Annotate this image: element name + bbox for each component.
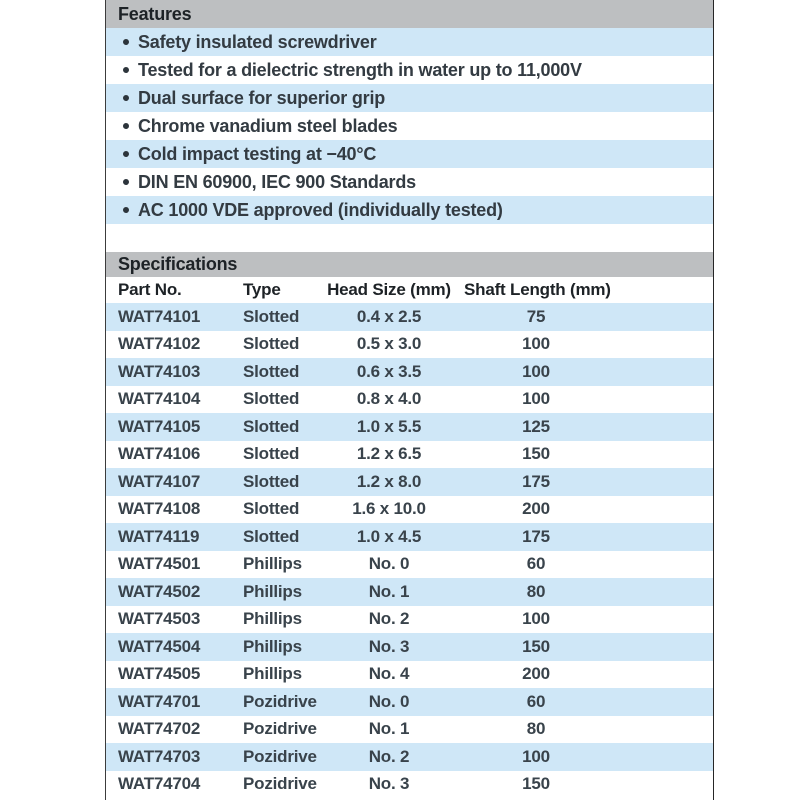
- table-row: [106, 496, 713, 524]
- features-section-header: Features: [106, 0, 713, 28]
- column-header-head-size: Head Size (mm): [327, 280, 451, 299]
- cell-shaft-length: 175: [522, 526, 550, 546]
- feature-text: Dual surface for superior grip: [138, 88, 386, 108]
- cell-type: Slotted: [243, 526, 300, 546]
- cell-part-no: WAT74502: [118, 581, 201, 601]
- table-row: [106, 661, 713, 689]
- cell-type: Pozidrive: [243, 691, 317, 711]
- table-row: [106, 578, 713, 606]
- cell-part-no: WAT74107: [118, 471, 201, 491]
- table-row: [106, 688, 713, 716]
- table-row: [106, 743, 713, 771]
- cell-type: Phillips: [243, 554, 302, 574]
- feature-item: [106, 196, 713, 224]
- bullet-icon: [123, 67, 129, 73]
- cell-shaft-length: 200: [522, 664, 550, 684]
- cell-type: Phillips: [243, 636, 302, 656]
- table-row: [106, 386, 713, 414]
- cell-type: Slotted: [243, 361, 300, 381]
- cell-type: Slotted: [243, 306, 300, 326]
- cell-type: Slotted: [243, 416, 300, 436]
- cell-part-no: WAT74704: [118, 774, 201, 794]
- cell-shaft-length: 150: [522, 774, 550, 794]
- cell-type: Phillips: [243, 664, 302, 684]
- cell-head-size: No. 1: [368, 719, 410, 739]
- table-row: [106, 523, 713, 551]
- cell-part-no: WAT74702: [118, 719, 201, 739]
- cell-shaft-length: 175: [522, 471, 550, 491]
- cell-shaft-length: 60: [526, 691, 546, 711]
- cell-type: Pozidrive: [243, 746, 317, 766]
- cell-shaft-length: 100: [522, 361, 550, 381]
- table-row: [106, 606, 713, 634]
- bullet-icon: [123, 207, 129, 213]
- feature-text: DIN EN 60900, IEC 900 Standards: [138, 172, 416, 192]
- bullet-icon: [123, 151, 129, 157]
- cell-type: Slotted: [243, 389, 300, 409]
- cell-head-size: No. 2: [368, 609, 410, 629]
- cell-part-no: WAT74503: [118, 609, 201, 629]
- cell-part-no: WAT74106: [118, 444, 201, 464]
- cell-head-size: 0.5 x 3.0: [356, 334, 422, 354]
- table-row: [106, 358, 713, 386]
- cell-shaft-length: 100: [522, 609, 550, 629]
- feature-item: [106, 140, 713, 168]
- column-header-type: Type: [243, 280, 281, 299]
- cell-shaft-length: 150: [522, 636, 550, 656]
- feature-text: Chrome vanadium steel blades: [138, 116, 398, 136]
- feature-text: Tested for a dielectric strength in water up to 11,000V: [138, 60, 582, 80]
- table-row: [106, 633, 713, 661]
- cell-part-no: WAT74101: [118, 306, 201, 326]
- cell-shaft-length: 60: [526, 554, 546, 574]
- cell-type: Pozidrive: [243, 719, 317, 739]
- cell-shaft-length: 100: [522, 334, 550, 354]
- feature-item: [106, 112, 713, 140]
- feature-text: AC 1000 VDE approved (individually tested): [138, 200, 503, 220]
- specifications-table: [106, 303, 713, 798]
- cell-type: Slotted: [243, 444, 300, 464]
- cell-shaft-length: 75: [526, 306, 546, 326]
- cell-shaft-length: 200: [522, 499, 550, 519]
- cell-type: Phillips: [243, 609, 302, 629]
- cell-head-size: No. 4: [368, 664, 410, 684]
- cell-type: Slotted: [243, 499, 300, 519]
- cell-part-no: WAT74104: [118, 389, 201, 409]
- feature-text: Safety insulated screwdriver: [138, 32, 377, 52]
- column-header-shaft-length: Shaft Length (mm): [464, 280, 611, 299]
- cell-head-size: No. 3: [368, 636, 410, 656]
- cell-type: Pozidrive: [243, 774, 317, 794]
- cell-head-size: No. 2: [368, 746, 410, 766]
- cell-shaft-length: 150: [522, 444, 550, 464]
- cell-shaft-length: 125: [522, 416, 550, 436]
- bullet-icon: [123, 123, 129, 129]
- table-row: [106, 716, 713, 744]
- cell-type: Slotted: [243, 334, 300, 354]
- feature-item: [106, 84, 713, 112]
- cell-shaft-length: 100: [522, 389, 550, 409]
- table-row: [106, 303, 713, 331]
- cell-head-size: 1.2 x 8.0: [356, 471, 422, 491]
- table-row: [106, 468, 713, 496]
- feature-item: [106, 28, 713, 56]
- table-row: [106, 413, 713, 441]
- cell-head-size: 1.6 x 10.0: [352, 499, 426, 519]
- cell-head-size: 0.8 x 4.0: [356, 389, 422, 409]
- cell-part-no: WAT74703: [118, 746, 201, 766]
- catalog-sheet: [105, 0, 714, 800]
- feature-item: [106, 168, 713, 196]
- feature-text: Cold impact testing at −40°C: [138, 144, 377, 164]
- cell-part-no: WAT74505: [118, 664, 201, 684]
- cell-head-size: No. 1: [368, 581, 410, 601]
- bullet-icon: [123, 179, 129, 185]
- cell-head-size: No. 3: [368, 774, 410, 794]
- cell-shaft-length: 80: [526, 581, 546, 601]
- table-row: [106, 441, 713, 469]
- cell-part-no: WAT74102: [118, 334, 201, 354]
- cell-head-size: 0.6 x 3.5: [356, 361, 422, 381]
- cell-part-no: WAT74108: [118, 499, 201, 519]
- cell-shaft-length: 80: [526, 719, 546, 739]
- cell-head-size: No. 0: [368, 691, 410, 711]
- table-row: [106, 551, 713, 579]
- feature-item: [106, 56, 713, 84]
- cell-type: Slotted: [243, 471, 300, 491]
- cell-shaft-length: 100: [522, 746, 550, 766]
- cell-head-size: 1.0 x 4.5: [356, 526, 422, 546]
- cell-type: Phillips: [243, 581, 302, 601]
- section-gap: [106, 224, 713, 252]
- cell-part-no: WAT74119: [118, 526, 200, 546]
- cell-head-size: 0.4 x 2.5: [356, 306, 422, 326]
- cell-part-no: WAT74103: [118, 361, 201, 381]
- bullet-icon: [123, 39, 129, 45]
- column-header-part-no: Part No.: [118, 280, 182, 299]
- cell-part-no: WAT74501: [118, 554, 201, 574]
- specifications-section-header: Specifications: [106, 252, 713, 277]
- cell-head-size: 1.2 x 6.5: [356, 444, 422, 464]
- cell-head-size: 1.0 x 5.5: [356, 416, 422, 436]
- cell-part-no: WAT74701: [118, 691, 201, 711]
- table-row: [106, 331, 713, 359]
- features-list: [106, 28, 713, 224]
- bullet-icon: [123, 95, 129, 101]
- table-column-headers: [106, 277, 713, 303]
- table-row: [106, 771, 713, 799]
- cell-part-no: WAT74105: [118, 416, 201, 436]
- cell-part-no: WAT74504: [118, 636, 201, 656]
- cell-head-size: No. 0: [368, 554, 410, 574]
